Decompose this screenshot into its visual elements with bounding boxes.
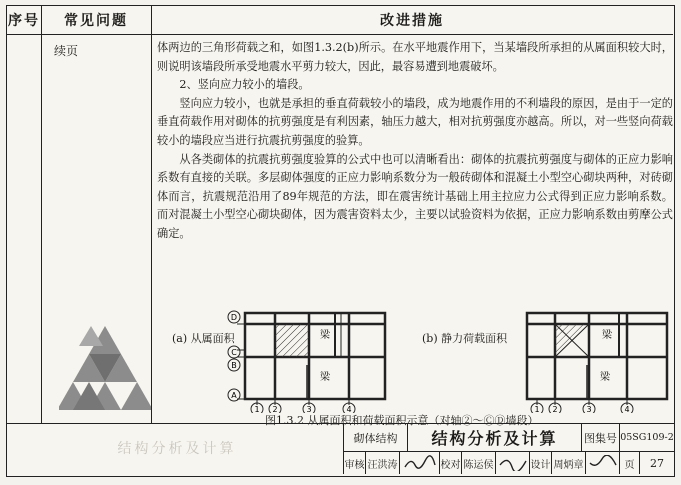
axis-label: B [231,361,237,370]
axis-label: C [231,348,237,357]
checker-signature [495,452,529,474]
atlas-page [6,5,675,477]
axis-label: 3 [306,405,312,413]
paragraph: 从各类砌体的抗震抗剪强度验算的公式中也可以清晰看出：砌体的抗震抗剪强度与砌体的正应力影响系数有直接的关联。多层砌体强度的正应力影响系数分为一般砖砌体和混凝土小型空心砌块两种，对砖砌体而言，抗震规范沿用了89年规范的方法，即在震害统计基础上用主拉应力公式得到正应力影响系数。而对混凝土小型空心砌块砌体，因为震害资料太少，主要以试验资料为依据，正应力影响系数由剪摩公式确定。 [157,152,673,240]
section-heading: 2、竖向应力较小的墙段。 [179,78,310,92]
axis-label: A [231,391,237,400]
header-measures: 改进措施 [151,6,673,35]
ghost-bleed-text [17,430,337,466]
axis-label: 1 [254,405,260,413]
paragraph: 竖向应力较小，也就是承担的垂直荷载较小的墙段，成为地震作用的不利墙段的原因，是由于一定的垂直荷载作用对砌体的抗剪强度是有利因素，轴压力越大，相对抗剪强度亦越高。所以，对一些竖向荷载较小的墙段应当进行抗震抗剪强度的验算。 [157,96,673,147]
figure-caption: 图1.3.2 从属面积和荷载面积示意（对轴②～ⒸⒹ墙段） [265,414,539,427]
figure-label-b: (b) 静力荷载面积 [422,332,508,345]
checker-name: 陈运侯 [461,452,495,474]
designer-signature [585,452,619,474]
column-divider [151,6,152,424]
plan-a [228,311,385,413]
check-label: 校对 [439,452,461,474]
axis-label: 4 [346,405,352,413]
beam-label: 梁 [320,372,330,383]
footer-category: 砌体结构 [343,424,407,452]
page-number: 27 [639,452,674,474]
title-block [7,423,674,476]
header-question: 常见问题 [41,6,151,35]
axis-label: 1 [534,405,540,413]
figure-label-a: (a) 从属面积 [172,332,235,345]
axis-label: 3 [586,405,592,413]
axis-label: 2 [272,405,278,413]
reviewer-signature [399,452,439,474]
row-label: 续页 [54,44,79,58]
column-divider [41,6,42,424]
axis-label: 4 [624,405,630,413]
page-label: 页 [619,452,639,474]
axis-label: D [230,313,238,322]
header-seq: 序号 [7,6,41,35]
beam-label: 梁 [320,330,330,341]
paragraph: 体两边的三角形荷载之和，如图1.3.2(b)所示。在水平地震作用下，当某墙段所承担的从属面积较大时，则说明该墙段所承受地震水平剪力较大，因此，最容易遭到地震破坏。 [157,41,673,73]
footer-title: 结构分析及计算 [407,424,581,452]
plan-b [527,313,667,413]
axis-label: 2 [552,405,558,413]
review-label: 审核 [343,452,365,474]
beam-label: 梁 [600,372,610,383]
design-label: 设计 [529,452,551,474]
reviewer-name: 汪洪涛 [365,452,399,474]
triangle-logo [59,324,151,416]
body-text [157,39,673,244]
beam-label: 梁 [602,330,612,341]
footer-atlas-number: 05SG109-2 [619,424,674,452]
designer-name: 周炳章 [551,452,585,474]
figure-1-3-2 [157,305,673,427]
footer-atlas-label: 图集号 [581,424,619,452]
floor-plan-diagram [157,305,673,413]
ghost-text: 结构分析及计算 [117,441,237,457]
